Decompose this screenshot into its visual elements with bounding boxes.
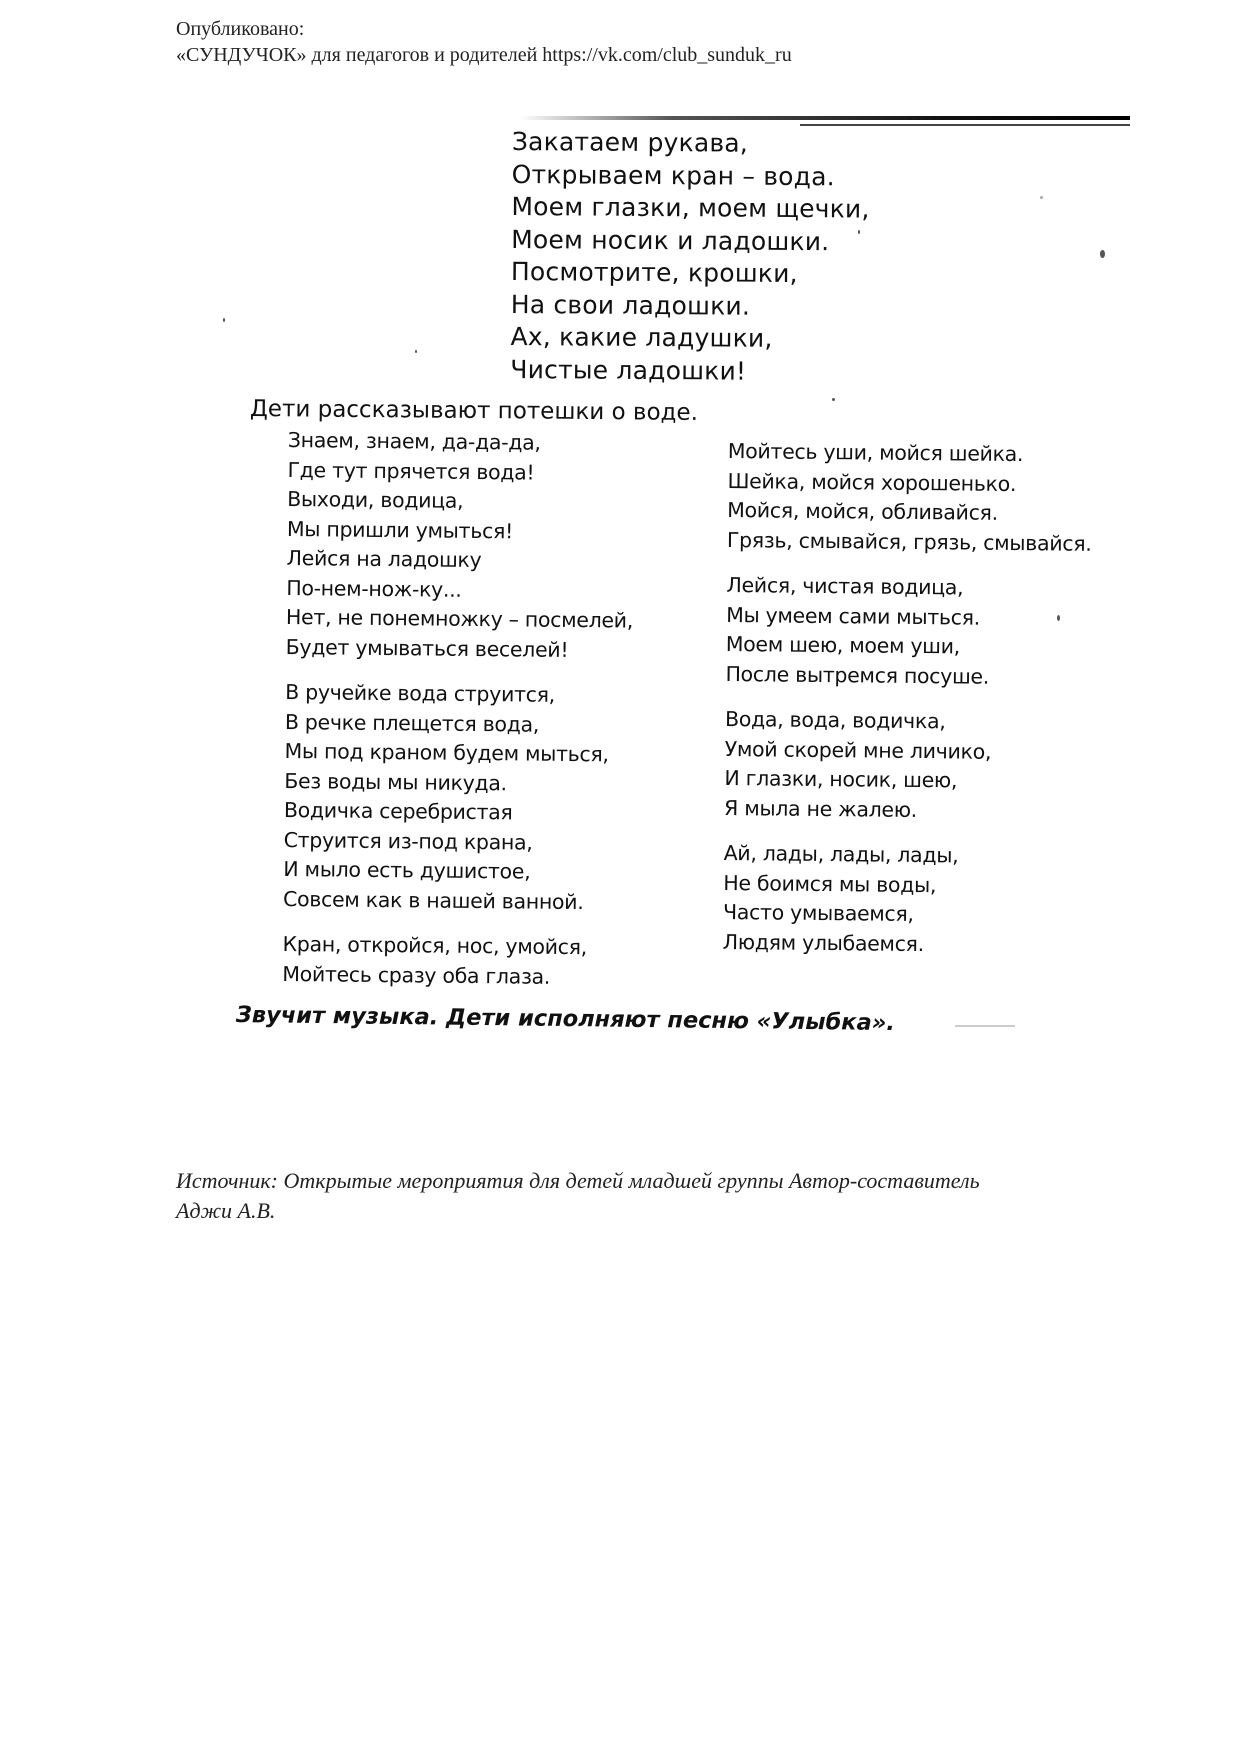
verse-line: Совсем как в нашей ванной. xyxy=(282,886,584,914)
verse-line: Без воды мы никуда. xyxy=(284,768,507,795)
intro-line: Дети рассказывают потешки о воде. xyxy=(249,396,699,426)
verse-line: Грязь, смывайся, грязь, смывайся. xyxy=(726,527,1092,556)
source-citation xyxy=(176,1166,1116,1226)
header-source-line: «СУНДУЧОК» для педагогов и родителей https://vk.com/club_sunduk_ru xyxy=(176,44,792,66)
poem-line: Закатаем рукава, xyxy=(511,126,749,158)
verse-line: Мойтесь сразу оба глаза. xyxy=(282,961,551,989)
scan-speck xyxy=(1057,615,1060,621)
poem-line: Открываем кран – вода. xyxy=(511,159,835,191)
verse-line: Мойтесь уши, мойся шейка. xyxy=(727,438,1024,467)
verse-line: Часто умываемся, xyxy=(722,899,914,926)
stanza xyxy=(723,839,1089,961)
stage-direction xyxy=(236,1002,895,1036)
scan-top-rule-secondary xyxy=(800,124,1130,126)
poem-line: Ах, какие ладушки, xyxy=(510,321,773,353)
stanza xyxy=(725,571,1091,693)
verse-line: Мы пришли умыться! xyxy=(286,516,514,543)
stanza xyxy=(283,678,632,918)
stage-direction-song: «Улыбка». xyxy=(756,1008,896,1037)
stage-direction-text: Звучит музыка. Дети исполняют песню xyxy=(235,1002,757,1035)
poem-line: Моем носик и ладошки. xyxy=(511,224,830,256)
verse-line: В речке плещется вода, xyxy=(284,709,540,737)
verse-line: Лейся, чистая водица, xyxy=(726,572,964,600)
stanza xyxy=(724,705,1090,827)
poem-line: На свои ладошки. xyxy=(510,289,751,321)
scan-speck xyxy=(1100,250,1105,258)
verse-line: Вода, вода, водичка, xyxy=(724,706,946,734)
verse-line: И глазки, носик, шею, xyxy=(724,765,958,793)
verse-line: Лейся на ладошку xyxy=(286,545,482,573)
poem-line: Моем глазки, моем щечки, xyxy=(511,191,870,224)
verse-line: Знаем, знаем, да-да-да, xyxy=(287,427,541,455)
verse-line: Шейка, мойся хорошенько. xyxy=(727,468,1017,496)
verse-line: Мойся, мойся, обливайся. xyxy=(727,497,999,525)
verse-line: Мы под краном будем мыться, xyxy=(284,738,609,767)
verse-line: Умой скорей мне личико, xyxy=(724,736,992,764)
verse-line: После вытремся посуше. xyxy=(725,661,990,689)
scan-speck xyxy=(832,398,835,401)
verse-line: По-нем-нож-ку... xyxy=(286,575,462,602)
left-column xyxy=(282,426,635,1009)
stanza xyxy=(282,930,630,993)
scan-speck xyxy=(1040,196,1043,199)
verse-line: Кран, откройся, нос, умойся, xyxy=(282,931,588,960)
scan-speck xyxy=(858,230,860,234)
scan-speck xyxy=(955,1025,1015,1027)
right-column xyxy=(722,437,1092,977)
verse-line: Людям улыбаемся. xyxy=(722,929,925,956)
poem-line: Чистые ладошки! xyxy=(510,354,747,386)
poem-top xyxy=(510,126,870,388)
verse-line: Струится из-под крана, xyxy=(283,827,533,855)
verse-line: Где тут прячется вода! xyxy=(287,457,535,485)
verse-line: Я мыла не жалею. xyxy=(723,795,918,822)
scan-speck xyxy=(415,350,417,353)
verse-line: Моем шею, моем уши, xyxy=(725,631,961,659)
verse-line: Не боимся мы воды, xyxy=(723,870,937,897)
verse-line: В ручейке вода струится, xyxy=(285,679,556,707)
source-author: Аджи А.В. xyxy=(176,1198,276,1223)
verse-line: И мыло есть душистое, xyxy=(283,856,531,884)
poem-line: Посмотрите, крошки, xyxy=(510,256,798,288)
verse-line: Нет, не понемножку – посмелей, xyxy=(285,604,634,633)
verse-line: Водичка серебристая xyxy=(283,797,513,825)
scan-speck xyxy=(223,318,225,322)
verse-line: Будет умываться веселей! xyxy=(285,634,569,662)
verse-line: Выходи, водица, xyxy=(287,486,464,513)
verse-line: Ай, лады, лады, лады, xyxy=(723,840,959,868)
header-published-label: Опубликовано: xyxy=(176,18,305,40)
verse-line: Мы умеем сами мыться. xyxy=(726,602,981,630)
stanza xyxy=(286,426,635,666)
source-line: Источник: Открытые мероприятия для детей младшей группы Автор-составитель xyxy=(176,1168,980,1193)
stanza xyxy=(727,437,1093,559)
scan-top-rule xyxy=(520,116,1130,120)
